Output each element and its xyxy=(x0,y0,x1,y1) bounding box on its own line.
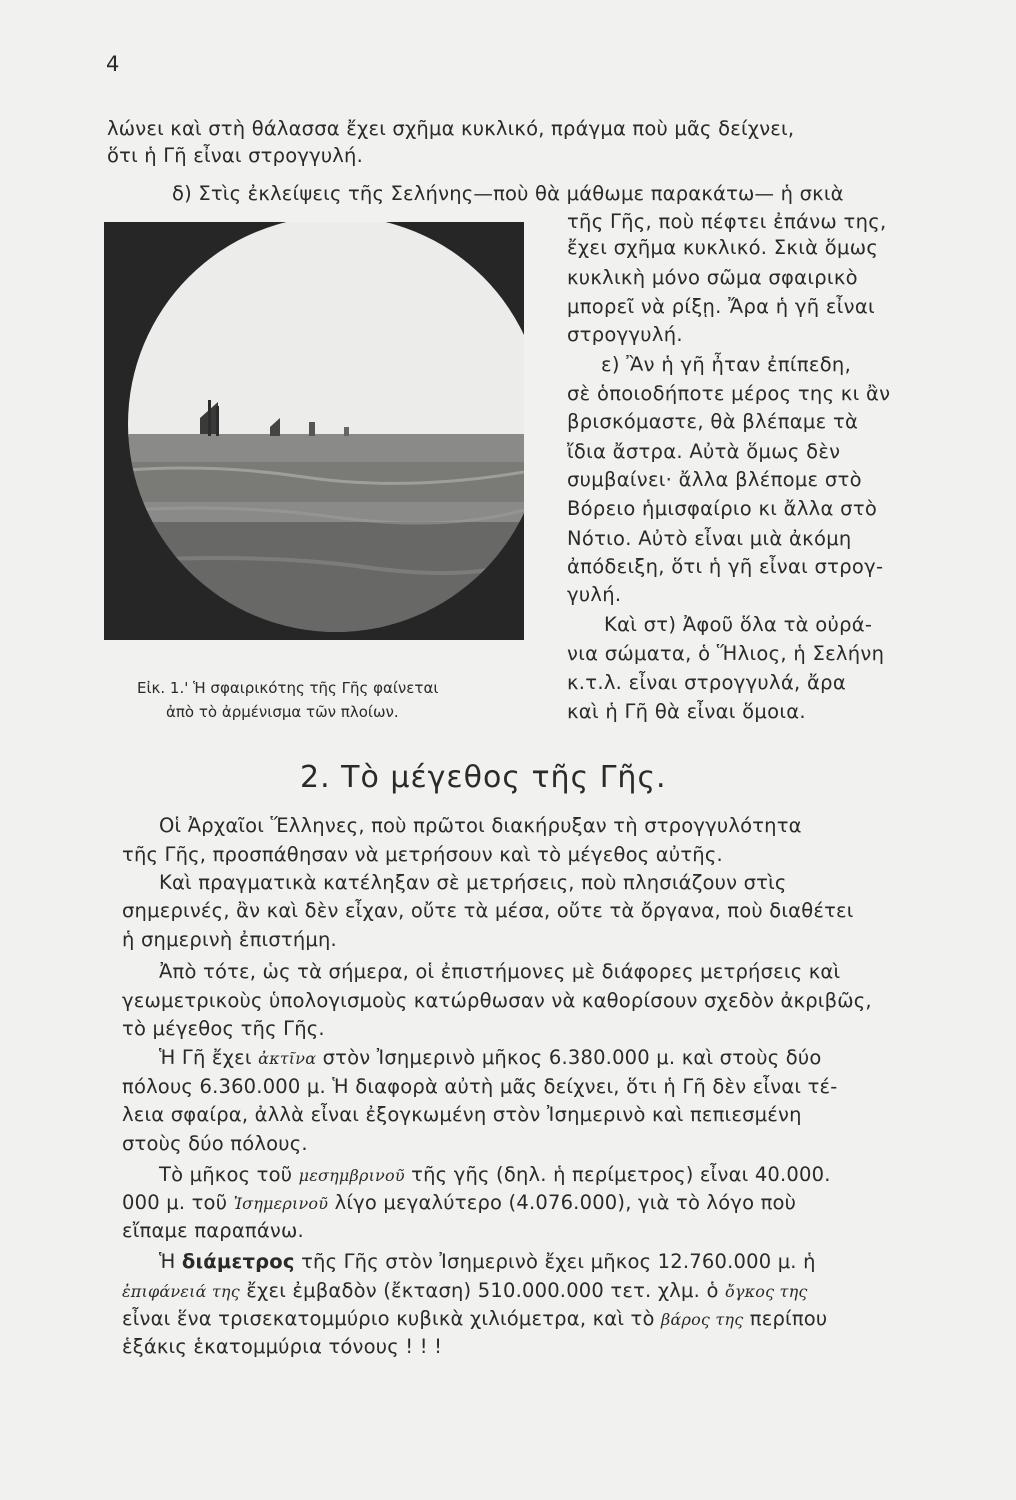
right-col-line: καὶ ἡ Γῆ θὰ εἶναι ὅμοια. xyxy=(567,700,806,723)
right-col-line: μπορεῖ νὰ ρίξῃ. Ἄρα ἡ γῆ εἶναι xyxy=(567,295,875,318)
body-text: περίπου xyxy=(749,1307,828,1330)
right-col-line: συμβαίνει· ἄλλα βλέπομε στὸ xyxy=(567,468,862,491)
body-line: γεωμετρικοὺς ὑπολογισμοὺς κατώρθωσαν νὰ καθορίσουν σχεδὸν ἀκριβῶς, xyxy=(122,989,872,1012)
body-line xyxy=(122,1307,827,1330)
body-line: ἑξάκις ἑκατομμύρια τόνους ! ! ! xyxy=(122,1335,443,1358)
body-italic: Ἰσημερινοῦ xyxy=(233,1194,329,1213)
body-line: σημερινές, ἂν καὶ δὲν εἶχαν, οὔτε τὰ μέσα, οὔτε τὰ ὄργανα, ποὺ διαθέτει xyxy=(122,899,854,922)
body-text: εἶναι ἕνα τρισεκατομμύριο κυβικὰ χιλιόμετρα, καὶ τὸ xyxy=(122,1307,655,1330)
body-text: Τὸ μῆκος τοῦ xyxy=(159,1163,293,1186)
figure-caption-line-2: ἀπὸ τὸ ἀρμένισμα τῶν πλοίων. xyxy=(166,703,399,721)
body-text: Ἡ Γῆ ἔχει xyxy=(159,1046,252,1069)
body-italic: ἐπιφάνειά της xyxy=(122,1282,240,1301)
body-line xyxy=(159,1250,816,1273)
body-text: τῆς Γῆς στὸν Ἰσημερινὸ ἔχει μῆκος 12.760.000 μ. ἡ xyxy=(301,1250,816,1273)
body-line xyxy=(159,1046,822,1069)
body-italic: ἀκτῖνα xyxy=(258,1049,317,1068)
ship-horizon-illustration xyxy=(104,222,524,640)
right-col-line: Νότιο. Αὐτὸ εἶναι μιὰ ἀκόμη xyxy=(567,527,852,550)
right-col-line: ἴδια ἄστρα. Αὐτὰ ὅμως δὲν xyxy=(567,440,841,463)
right-col-line: κυκλικὴ μόνο σῶμα σφαιρικὸ xyxy=(567,266,858,289)
body-line: τὸ μέγεθος τῆς Γῆς. xyxy=(122,1017,325,1040)
body-line: ἡ σημερινὴ ἐπιστήμη. xyxy=(122,928,337,951)
figure-ship-photo xyxy=(104,222,524,640)
right-col-line: στρογγυλή. xyxy=(567,323,683,346)
body-text: στὸν Ἰσημερινὸ μῆκος 6.380.000 μ. καὶ στοὺς δύο xyxy=(322,1046,822,1069)
page-number: 4 xyxy=(106,52,120,76)
right-col-line: γυλή. xyxy=(567,583,622,606)
body-line: εἴπαμε παραπάνω. xyxy=(122,1219,304,1242)
right-col-line: νια σώματα, ὁ Ἥλιος, ἡ Σελήνη xyxy=(567,642,885,665)
body-line: στοὺς δύο πόλους. xyxy=(122,1132,308,1155)
right-col-line: κ.τ.λ. εἶναι στρογγυλά, ἄρα xyxy=(567,671,846,694)
right-col-line: ἔχει σχῆμα κυκλικό. Σκιὰ ὅμως xyxy=(567,236,879,259)
right-col-line: ἀπόδειξη, ὅτι ἡ γῆ εἶναι στρογ- xyxy=(567,555,884,578)
right-col-line: σὲ ὁποιοδήποτε μέρος της κι ἂν xyxy=(567,382,891,405)
body-line: Καὶ πραγματικὰ κατέληξαν σὲ μετρήσεις, ποὺ πλησιάζουν στὶς xyxy=(159,871,787,894)
body-text: ἔχει ἐμβαδὸν (ἔκταση) 510.000.000 τετ. χλμ. ὁ xyxy=(246,1279,719,1302)
right-col-line: ε) Ἂν ἡ γῆ ἦταν ἐπίπεδη, xyxy=(601,353,852,376)
body-italic: βάρος της xyxy=(661,1310,744,1329)
body-text: Ἡ xyxy=(159,1250,176,1273)
body-italic: μεσημβρινοῦ xyxy=(298,1166,405,1185)
right-col-line: Βόρειο ἡμισφαίριο κι ἄλλα στὸ xyxy=(567,497,878,520)
intro-line-1: λώνει καὶ στὴ θάλασσα ἔχει σχῆμα κυκλικό, πράγμα ποὺ μᾶς δείχνει, xyxy=(107,117,795,140)
body-line: λεια σφαίρα, ἀλλὰ εἶναι ἐξογκωμένη στὸν Ἰσημερινὸ καὶ πεπιεσμένη xyxy=(122,1103,802,1126)
body-text: λίγο μεγαλύτερο (4.076.000), γιὰ τὸ λόγο ποὺ xyxy=(334,1191,797,1214)
body-text: τῆς γῆς (δηλ. ἡ περίμετρος) εἶναι 40.000. xyxy=(411,1163,831,1186)
body-line xyxy=(159,1163,831,1186)
section-title: 2. Τὸ μέγεθος τῆς Γῆς. xyxy=(300,760,667,795)
intro-line-2: ὅτι ἡ Γῆ εἶναι στρογγυλή. xyxy=(107,144,363,167)
intro-line-3: δ) Στὶς ἐκλείψεις τῆς Σελήνης—ποὺ θὰ μάθωμε παρακάτω— ἡ σκιὰ xyxy=(172,182,844,205)
body-italic: ὄγκος της xyxy=(724,1282,808,1301)
figure-caption-line-1: Εἰκ. 1.' Ἡ σφαιρικότης τῆς Γῆς φαίνεται xyxy=(137,679,439,697)
body-line: Ἀπὸ τότε, ὡς τὰ σήμερα, οἱ ἐπιστήμονες μὲ διάφορες μετρήσεις καὶ xyxy=(159,960,841,983)
right-col-line: βρισκόμαστε, θὰ βλέπαμε τὰ xyxy=(567,410,859,433)
body-line: Οἱ Ἀρχαῖοι Ἕλληνες, ποὺ πρῶτοι διακήρυξαν τὴ στρογγυλότητα xyxy=(159,814,802,837)
right-col-line: τῆς Γῆς, ποὺ πέφτει ἐπάνω της, xyxy=(567,210,887,233)
body-line: πόλους 6.360.000 μ. Ἡ διαφορὰ αὐτὴ μᾶς δείχνει, ὅτι ἡ Γῆ δὲν εἶναι τέ- xyxy=(122,1075,838,1098)
body-text: 000 μ. τοῦ xyxy=(122,1191,228,1214)
body-line: τῆς Γῆς, προσπάθησαν νὰ μετρήσουν καὶ τὸ μέγεθος αὐτῆς. xyxy=(122,843,723,866)
body-line xyxy=(122,1191,796,1214)
right-col-line: Καὶ στ) Ἀφοῦ ὅλα τὰ οὐρά- xyxy=(604,613,873,636)
body-bold: διάμετρος xyxy=(181,1250,295,1273)
body-line xyxy=(122,1279,808,1302)
